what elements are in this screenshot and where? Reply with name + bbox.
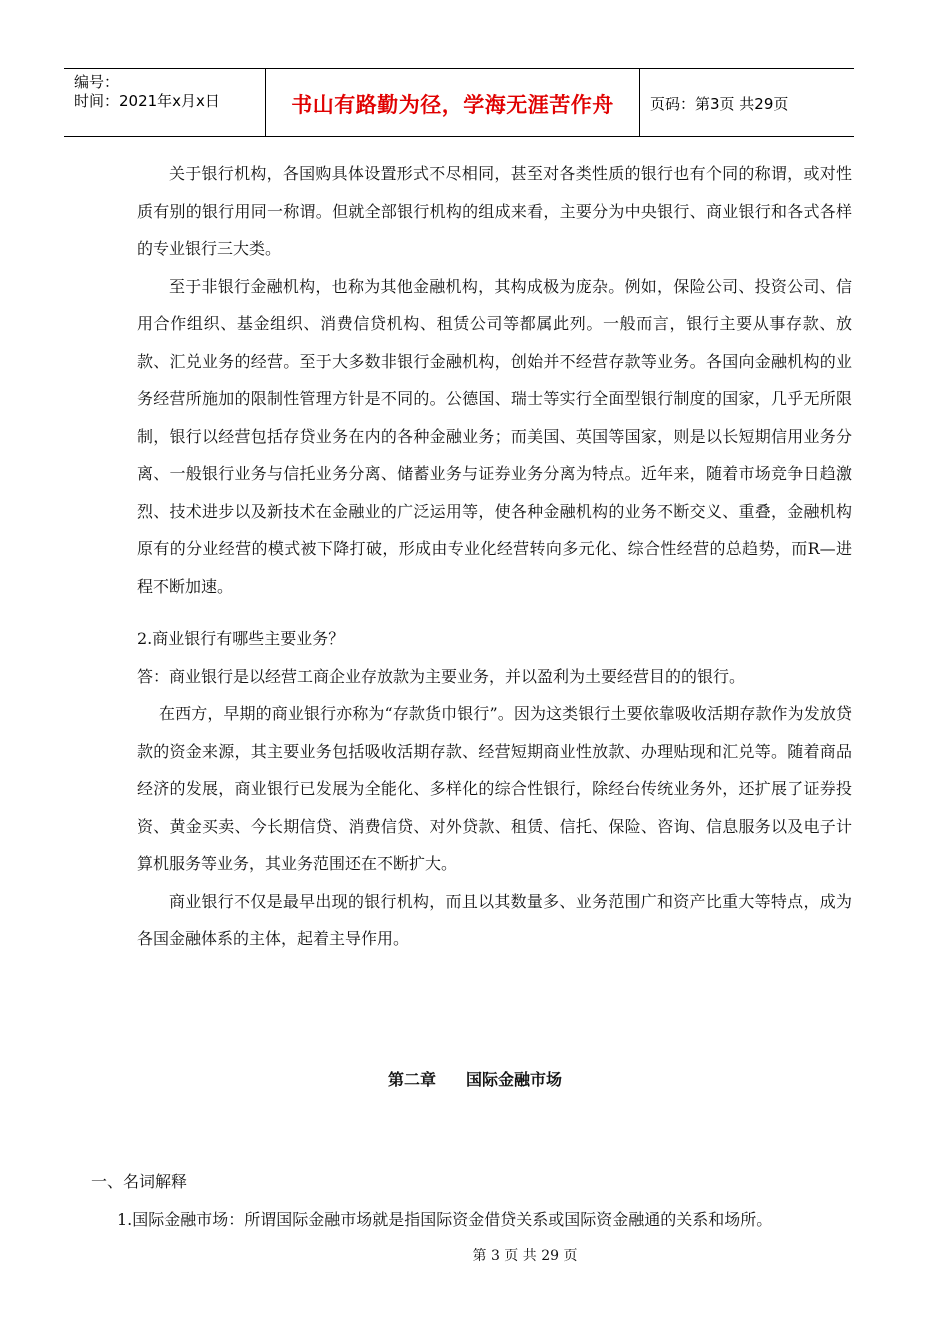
- header-motto: 书山有路勤为径，学海无涯苦作舟: [291, 93, 614, 117]
- page-header: [64, 68, 854, 137]
- document-number-label: 编号：: [74, 73, 120, 91]
- header-meta: [74, 73, 220, 111]
- section-heading: 一、名词解释: [91, 1172, 188, 1191]
- question-heading: 2.商业银行有哪些主要业务？: [137, 629, 345, 648]
- header-page-info: 页码：第3页 共29页: [650, 95, 789, 113]
- body-paragraph: 至于非银行金融机构，也称为其他金融机构，其构成极为庞杂。例如，保险公司、投资公司、信用合作组织、基金组织、消费信贷机构、租赁公司等都属此列。一般而言，银行主要从事存款、放款、汇兑业务的经营。至于大多数非银行金融机构，创始并不经营存款等业务。各国向金融机构的业务经营所施加的限制性管理方针是不同的。公德国、瑞士等实行全面型银行制度的国家，几乎无所限制，银行以经营包括存贷业务在内的各种金融业务；而美国、英国等国家，则是以长短期信用业务分离、一般银行业务与信托业务分离、储蓄业务与证券业务分离为特点。近年来，随着市场竞争日趋激烈、技术进步以及新技术在金融业的广泛运用等，使各种金融机构的业务不断交义、重叠，金融机构原有的分业经营的模式被下降打破，形成由专业化经营转向多元化、综合性经营的总趋势，而R—进程不断加速。: [137, 276, 852, 596]
- answer-text: 答：商业银行是以经营工商企业存放款为主要业务，并以盈利为土要经营目的的银行。: [137, 666, 746, 686]
- header-divider: [639, 69, 640, 136]
- term-definition: 1.国际金融市场：所谓国际金融市场就是指国际资金借贷关系或国际资金融通的关系和场所。: [117, 1210, 773, 1229]
- chapter-number: 第二章: [387, 1070, 436, 1089]
- chapter-title: 国际金融市场: [466, 1070, 563, 1089]
- document-time: 时间：2021年x月x日: [74, 92, 220, 110]
- page-footer: 第 3 页 共 29 页: [472, 1248, 578, 1264]
- body-paragraph: 商业银行不仅是最早出现的银行机构，而且以其数量多、业务范围广和资产比重大等特点，成为各国金融体系的主体，起着主导作用。: [137, 891, 852, 948]
- body-paragraph: 在西方，早期的商业银行亦称为“存款货巾银行”。因为这类银行土要依靠吸收活期存款作为发放贷款的资金来源，其主要业务包括吸收活期存款、经营短期商业性放款、办理贴现和汇兑等。随着商品经济的发展，商业银行已发展为全能化、多样化的综合性银行，除经台传统业务外，还扩展了证券投资、黄金买卖、今长期信贷、消费信贷、对外贷款、租赁、信托、保险、咨询、信息服务以及电子计算机服务等业务，其业务范围还在不断扩大。: [137, 704, 852, 873]
- chapter-heading: [0, 1067, 950, 1090]
- body-paragraph: 关于银行机构，各国购具体设置形式不尽相同，甚至对各类性质的银行也有个同的称谓，或对性质有别的银行用同一称谓。但就全部银行机构的组成来看，主要分为中央银行、商业银行和各式各样的专业银行三大类。: [137, 164, 852, 258]
- document-body: [137, 155, 852, 958]
